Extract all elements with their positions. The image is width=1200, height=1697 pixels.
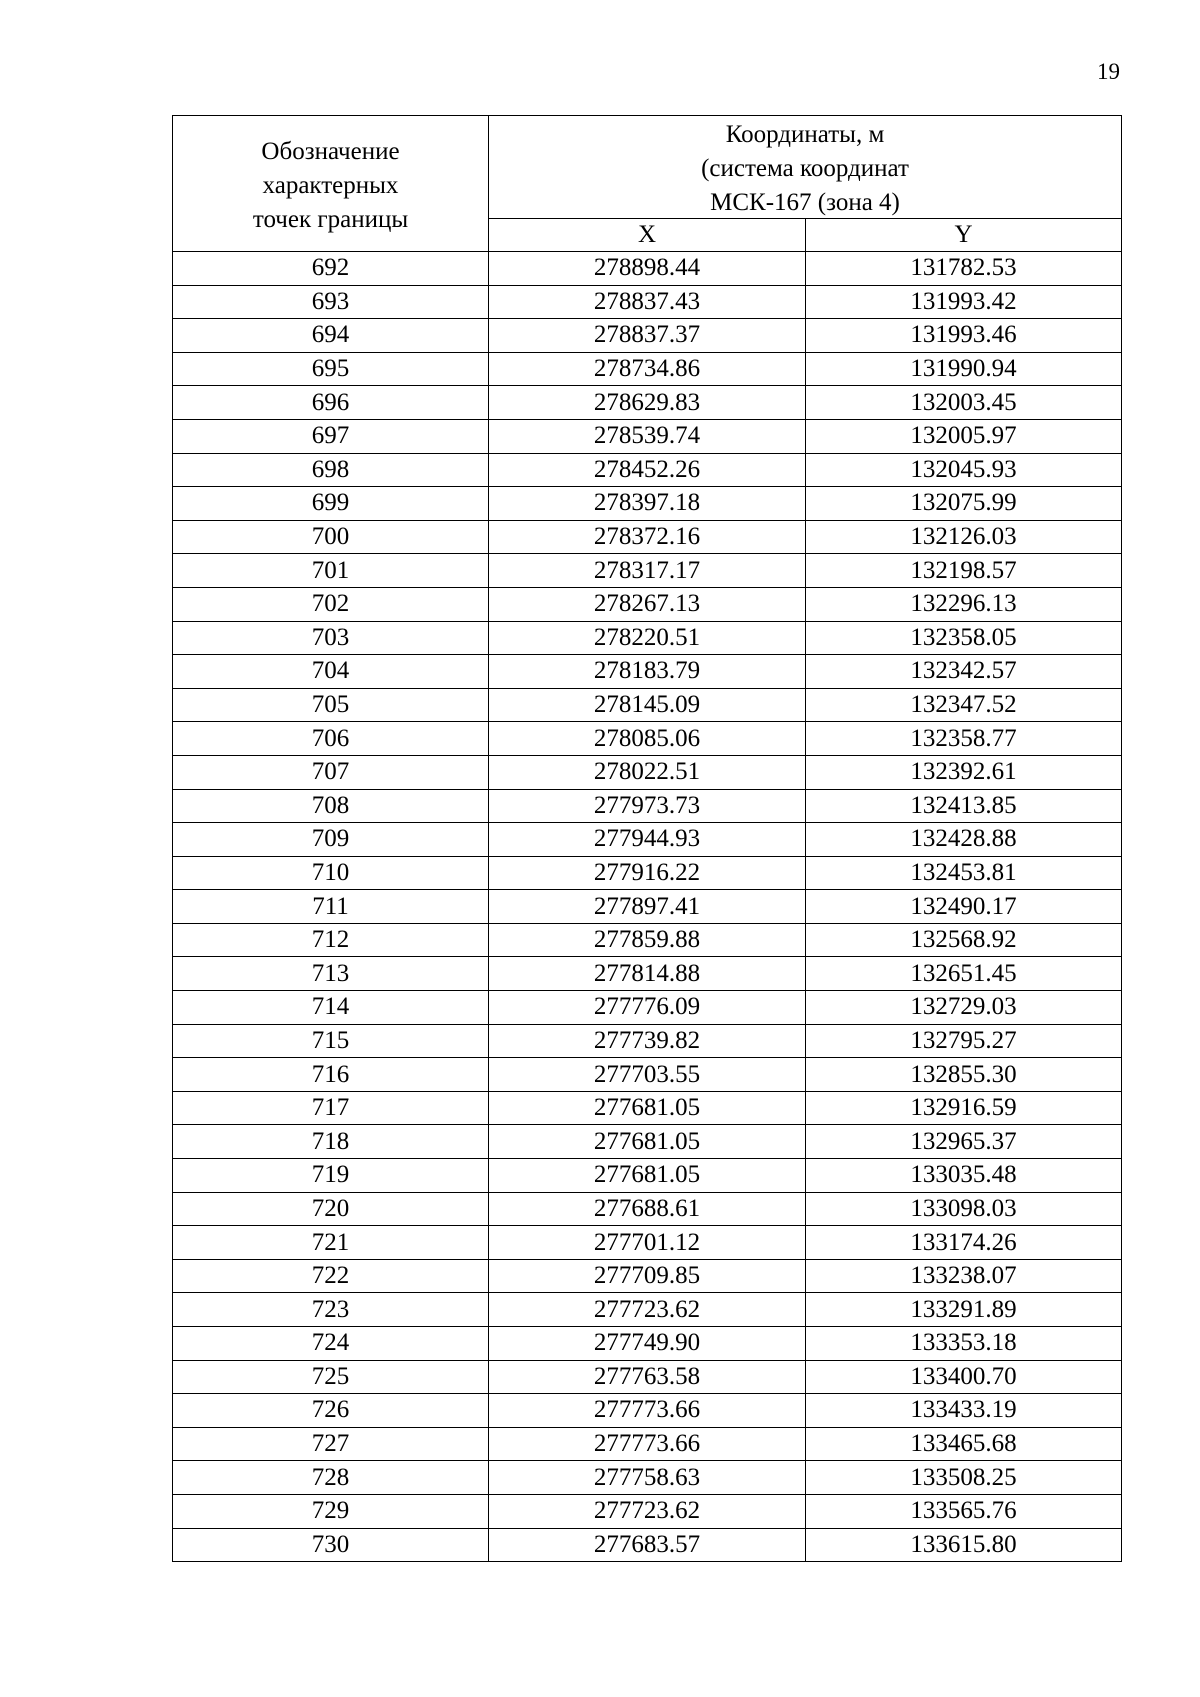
x-coordinate-cell: 278734.86 — [489, 352, 806, 386]
table-row — [173, 1461, 1122, 1495]
point-header-line: точек границы — [252, 205, 409, 233]
x-coordinate-cell: 278539.74 — [489, 419, 806, 453]
y-coordinate-cell: 132916.59 — [806, 1091, 1122, 1125]
table-row — [173, 890, 1122, 924]
y-coordinate-cell: 133508.25 — [806, 1461, 1122, 1495]
x-coordinate-cell: 278837.37 — [489, 319, 806, 353]
y-coordinate-cell: 132965.37 — [806, 1125, 1122, 1159]
table-row — [173, 957, 1122, 991]
page-number: 19 — [1097, 59, 1120, 84]
table-row — [173, 621, 1122, 655]
point-header-line: характерных — [262, 171, 399, 199]
x-coordinate-cell: 277683.57 — [489, 1528, 806, 1562]
coords-header-line: Координаты, м — [725, 121, 885, 148]
point-cell: 723 — [173, 1293, 489, 1327]
x-coordinate-cell: 278629.83 — [489, 386, 806, 420]
table-row — [173, 1192, 1122, 1226]
y-coordinate-cell: 133433.19 — [806, 1394, 1122, 1428]
x-coordinate-cell: 277681.05 — [489, 1091, 806, 1125]
coordinates-table — [172, 115, 1122, 1562]
table-body — [173, 252, 1122, 1562]
point-cell: 701 — [173, 554, 489, 588]
y-coordinate-cell: 132795.27 — [806, 1024, 1122, 1058]
table-row — [173, 352, 1122, 386]
y-coordinate-cell: 133400.70 — [806, 1360, 1122, 1394]
x-coordinate-cell: 278397.18 — [489, 487, 806, 521]
x-coordinate-cell: 277688.61 — [489, 1192, 806, 1226]
point-cell: 711 — [173, 890, 489, 924]
x-coordinate-cell: 277709.85 — [489, 1259, 806, 1293]
x-coordinate-cell: 277681.05 — [489, 1159, 806, 1193]
x-coordinate-cell: 277723.62 — [489, 1494, 806, 1528]
y-coordinate-cell: 133615.80 — [806, 1528, 1122, 1562]
point-cell: 695 — [173, 352, 489, 386]
x-coordinate-cell: 277897.41 — [489, 890, 806, 924]
y-coordinate-cell: 131782.53 — [806, 252, 1122, 286]
y-coordinate-cell: 133174.26 — [806, 1226, 1122, 1260]
point-designation-header — [173, 116, 489, 252]
y-coordinate-cell: 132358.77 — [806, 722, 1122, 756]
x-coordinate-cell: 277859.88 — [489, 923, 806, 957]
x-coordinate-cell: 277776.09 — [489, 991, 806, 1025]
table-header — [173, 116, 1122, 252]
y-coordinate-cell: 133565.76 — [806, 1494, 1122, 1528]
point-cell: 720 — [173, 1192, 489, 1226]
point-cell: 715 — [173, 1024, 489, 1058]
y-coordinate-cell: 133465.68 — [806, 1427, 1122, 1461]
point-cell: 709 — [173, 823, 489, 857]
y-coordinate-cell: 133291.89 — [806, 1293, 1122, 1327]
point-cell: 693 — [173, 285, 489, 319]
table-row — [173, 755, 1122, 789]
table-row — [173, 520, 1122, 554]
y-coordinate-cell: 132296.13 — [806, 587, 1122, 621]
y-coordinate-cell: 132358.05 — [806, 621, 1122, 655]
point-cell: 729 — [173, 1494, 489, 1528]
point-cell: 713 — [173, 957, 489, 991]
x-coordinate-cell: 278145.09 — [489, 688, 806, 722]
x-coordinate-cell: 278372.16 — [489, 520, 806, 554]
x-coordinate-cell: 277723.62 — [489, 1293, 806, 1327]
point-cell: 707 — [173, 755, 489, 789]
point-cell: 697 — [173, 419, 489, 453]
point-cell: 712 — [173, 923, 489, 957]
x-coordinate-cell: 277944.93 — [489, 823, 806, 857]
y-coordinate-cell: 132453.81 — [806, 856, 1122, 890]
x-coordinate-cell: 277681.05 — [489, 1125, 806, 1159]
table-row — [173, 856, 1122, 890]
y-coordinate-cell: 132568.92 — [806, 923, 1122, 957]
y-coordinate-cell: 132075.99 — [806, 487, 1122, 521]
table-row — [173, 823, 1122, 857]
x-coordinate-cell: 278837.43 — [489, 285, 806, 319]
x-coordinate-cell: 277758.63 — [489, 1461, 806, 1495]
table-row — [173, 1024, 1122, 1058]
x-coordinate-cell: 277739.82 — [489, 1024, 806, 1058]
point-cell: 699 — [173, 487, 489, 521]
point-cell: 717 — [173, 1091, 489, 1125]
y-coordinate-cell: 132490.17 — [806, 890, 1122, 924]
table-row — [173, 252, 1122, 286]
point-cell: 714 — [173, 991, 489, 1025]
x-coordinate-cell: 277973.73 — [489, 789, 806, 823]
table-row — [173, 1159, 1122, 1193]
y-coordinate-cell: 132005.97 — [806, 419, 1122, 453]
table-row — [173, 1091, 1122, 1125]
x-coordinate-cell: 278022.51 — [489, 755, 806, 789]
table-row — [173, 1327, 1122, 1361]
y-coordinate-cell: 132347.52 — [806, 688, 1122, 722]
point-cell: 728 — [173, 1461, 489, 1495]
point-cell: 700 — [173, 520, 489, 554]
table-row — [173, 1528, 1122, 1562]
y-coordinate-cell: 132855.30 — [806, 1058, 1122, 1092]
point-cell: 706 — [173, 722, 489, 756]
coords-header-line: (система координат — [701, 155, 909, 182]
y-coordinate-cell: 132651.45 — [806, 957, 1122, 991]
x-coordinate-cell: 278898.44 — [489, 252, 806, 286]
point-cell: 725 — [173, 1360, 489, 1394]
y-coordinate-cell: 132392.61 — [806, 755, 1122, 789]
y-coordinate-cell: 133035.48 — [806, 1159, 1122, 1193]
y-coordinate-cell: 131990.94 — [806, 352, 1122, 386]
y-coordinate-cell: 131993.46 — [806, 319, 1122, 353]
table-row — [173, 1226, 1122, 1260]
x-coordinate-cell: 277749.90 — [489, 1327, 806, 1361]
table-row — [173, 1058, 1122, 1092]
point-cell: 710 — [173, 856, 489, 890]
y-coordinate-cell: 132342.57 — [806, 655, 1122, 689]
table-row — [173, 319, 1122, 353]
y-coordinate-cell: 132729.03 — [806, 991, 1122, 1025]
table-row — [173, 1394, 1122, 1428]
x-coordinate-cell: 278085.06 — [489, 722, 806, 756]
table-row — [173, 789, 1122, 823]
y-coordinate-cell: 132413.85 — [806, 789, 1122, 823]
table-row — [173, 453, 1122, 487]
x-coordinate-cell: 277916.22 — [489, 856, 806, 890]
point-cell: 719 — [173, 1159, 489, 1193]
x-coordinate-cell: 278452.26 — [489, 453, 806, 487]
coords-header-line: МСК-167 (зона 4) — [710, 189, 900, 216]
table-row — [173, 1293, 1122, 1327]
table-row — [173, 285, 1122, 319]
x-coordinate-cell: 277701.12 — [489, 1226, 806, 1260]
point-cell: 702 — [173, 587, 489, 621]
x-coordinate-cell: 278183.79 — [489, 655, 806, 689]
x-coordinate-cell: 277773.66 — [489, 1427, 806, 1461]
point-cell: 722 — [173, 1259, 489, 1293]
x-coordinate-cell: 278220.51 — [489, 621, 806, 655]
table-row — [173, 1427, 1122, 1461]
y-coordinate-cell: 131993.42 — [806, 285, 1122, 319]
x-coordinate-cell: 277703.55 — [489, 1058, 806, 1092]
table-row — [173, 419, 1122, 453]
table-row — [173, 1259, 1122, 1293]
table-row — [173, 722, 1122, 756]
point-cell: 727 — [173, 1427, 489, 1461]
table-row — [173, 554, 1122, 588]
x-coordinate-cell: 278317.17 — [489, 554, 806, 588]
y-coordinate-cell: 133098.03 — [806, 1192, 1122, 1226]
point-cell: 704 — [173, 655, 489, 689]
point-cell: 721 — [173, 1226, 489, 1260]
x-coordinate-cell: 278267.13 — [489, 587, 806, 621]
x-coordinate-cell: 277763.58 — [489, 1360, 806, 1394]
point-cell: 703 — [173, 621, 489, 655]
y-coordinate-cell: 132045.93 — [806, 453, 1122, 487]
x-coordinate-cell: 277814.88 — [489, 957, 806, 991]
point-cell: 692 — [173, 252, 489, 286]
point-cell: 718 — [173, 1125, 489, 1159]
y-column-header: Y — [806, 219, 1122, 252]
table-row — [173, 688, 1122, 722]
point-cell: 698 — [173, 453, 489, 487]
point-cell: 708 — [173, 789, 489, 823]
table-row — [173, 487, 1122, 521]
y-coordinate-cell: 132126.03 — [806, 520, 1122, 554]
point-cell: 696 — [173, 386, 489, 420]
y-coordinate-cell: 133353.18 — [806, 1327, 1122, 1361]
point-cell: 730 — [173, 1528, 489, 1562]
y-coordinate-cell: 133238.07 — [806, 1259, 1122, 1293]
coordinates-header — [489, 116, 1122, 219]
y-coordinate-cell: 132003.45 — [806, 386, 1122, 420]
table-row — [173, 1494, 1122, 1528]
point-cell: 726 — [173, 1394, 489, 1428]
y-coordinate-cell: 132198.57 — [806, 554, 1122, 588]
point-cell: 705 — [173, 688, 489, 722]
point-header-line: Обозначение — [261, 137, 400, 165]
table-row — [173, 386, 1122, 420]
point-cell: 724 — [173, 1327, 489, 1361]
y-coordinate-cell: 132428.88 — [806, 823, 1122, 857]
table-row — [173, 1360, 1122, 1394]
table-row — [173, 1125, 1122, 1159]
table-row — [173, 587, 1122, 621]
table-row — [173, 923, 1122, 957]
x-column-header: X — [489, 219, 806, 252]
table-row — [173, 991, 1122, 1025]
x-coordinate-cell: 277773.66 — [489, 1394, 806, 1428]
table-row — [173, 655, 1122, 689]
point-cell: 694 — [173, 319, 489, 353]
point-cell: 716 — [173, 1058, 489, 1092]
